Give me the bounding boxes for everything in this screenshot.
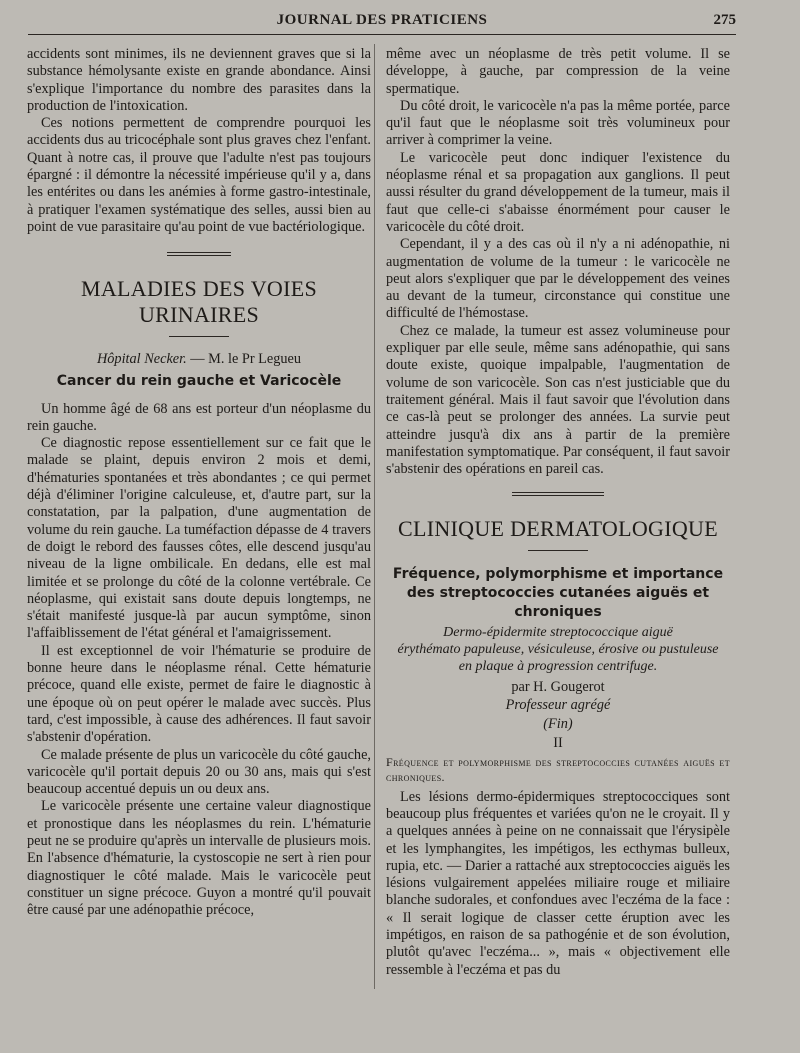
paragraph: Ces notions permettent de comprendre pourquoi les accidents dus au tricocéphale sont plus graves chez l'enfant. Quant à notre cas, il prouve que l'adulte n'est pas toujours épargné : il démontre la nécessité impérieuse qu'il y a, dans les entérites ou dans les anémies à forme gastro-intestinale, à pratiquer l'examen systématique des selles, aussi bien au point de vue parasitaire qu'au point de vue bactériologique. <box>27 115 371 235</box>
author-title: Professeur agrégé <box>505 696 611 713</box>
section-title-dermatologique: CLINIQUE DERMATOLOGIQUE <box>398 516 718 542</box>
journal-title: JOURNAL DES PRATICIENS <box>276 12 488 28</box>
subtitle-line-3: en plaque à progression centrifuge. <box>458 659 658 675</box>
paragraph: Cependant, il y a des cas où il n'y a ni adénopathie, ni augmentation de volume de la tumeur : le varicocèle ne peut alors s'expliquer que par le développement des veines au devant de la tumeur, circonstance qui constitue une difficulté de l'hémostase. <box>386 236 730 322</box>
paragraph: Les lésions dermo-épidermiques streptococciques sont beaucoup plus fréquentes et variées qu'on ne le croyait. Il y a quelques années à peine on ne connaissait que l'érysipèle et les lymphangites, les impétigos, les ecthymas bulleux, rupia, etc. — Darier a rattaché aux streptococcies aiguës les lésions vulgairement appelées miliaire rouge et miliaire blanche sudorales, et confondues avec l'eczéma de la face : « Il serait logique de classer cette éruption avec les impétigos, en raison de sa pathogénie et de son évolution, plutôt qu'avec l'eczéma... », mais « objectivement elle ressemble à l'eczéma et pas du <box>386 788 730 978</box>
paragraph: Chez ce malade, la tumeur est assez volumineuse pour expliquer par elle seule, même sans adénopathie, qui sans doute existe, quoique impalpable, l'augmentation de volume de son varicocèle. Son cas n'est justiciable que du traitement général. Mais il faut savoir que l'évolution dans ce cas-là peut se prolonger des années. La survie peut atteindre jusqu'à dix ans à partir de la première manifestation symptomatique. Par conséquent, il faut savoir s'abstenir des opérations en pareil cas. <box>386 322 730 478</box>
subsection-heading: Fréquence et polymorphisme des streptococcies cutanées aiguës et chroniques. <box>386 754 730 784</box>
continuation-paragraph: accidents sont minimes, ils ne deviennent graves que si la substance hémolysante existe en grande abondance. Ainsi s'explique l'importance du nombre des parasites dans la production de l'intoxication. <box>27 46 371 114</box>
paragraph: Il est exceptionnel de voir l'hématurie se produire de bonne heure dans le néoplasme rénal. Cette hématurie précoce, quand elle existe, permet de faire le diagnostic à une époque où on peut opérer le malade avec succès. Plus tard, c'est impossible, à cause des adhérences. Il faut savoir s'abstenir d'opération. <box>27 642 371 746</box>
byline: par H. Gougerot <box>511 679 605 696</box>
article-title-cancer-rein: Cancer du rein gauche et Varicocèle <box>56 372 342 389</box>
column-divider <box>374 44 375 989</box>
paragraph: Un homme âgé de 68 ans est porteur d'un néoplasme du rein gauche. <box>27 400 371 434</box>
title-rule <box>169 336 229 337</box>
hospital-author: — M. le Pr Legueu <box>190 351 302 368</box>
part-number: II <box>553 735 563 752</box>
paragraph: Du côté droit, le varicocèle n'a pas la même portée, parce qu'il faut que le néoplasme soit très volumineux pour arriver à comprimer la veine. <box>386 97 730 149</box>
running-head <box>28 10 736 35</box>
continuation-paragraph: même avec un néoplasme de très petit volume. Il se développe, à gauche, par compression de la veine spermatique. <box>386 46 730 97</box>
subtitle-line-2: érythémato papuleuse, vésiculeuse, érosive ou pustuleuse <box>397 642 719 658</box>
left-column <box>27 46 371 919</box>
paragraph: Le varicocèle présente une certaine valeur diagnostique et pronostique dans les néoplasmes du rein. L'hématurie peut ne se produire qu'après un intervalle de plusieurs mois. En l'absence d'hématurie, la cystoscopie ne sert à rien pour diagnostiquer le côté malade. Mais le varicocèle peut constituer un signe précoce. Guyon a montré qu'il pouvait être causé par une adénopathie précoce, <box>27 798 371 919</box>
title-rule <box>528 550 588 551</box>
section-title-urinaires: MALADIES DES VOIES URINAIRES <box>80 276 317 328</box>
end-marker: (Fin) <box>543 716 573 733</box>
page-number: 275 <box>713 12 736 28</box>
hospital-name: Hôpital Necker. <box>96 351 187 368</box>
hospital-line <box>27 351 371 368</box>
paragraph: Ce malade présente de plus un varicocèle du côté gauche, varicocèle qu'il portait depuis 20 ou 30 ans, mais qui s'est beaucoup accentué depuis un ou deux ans. <box>27 746 371 798</box>
article-title-streptococcies <box>386 565 730 622</box>
article-title-line-1: Fréquence, polymorphisme et importance <box>392 566 724 583</box>
paragraph: Le varicocèle peut donc indiquer l'existence du néoplasme rénal et sa propagation aux ganglions. Il peut aussi résulter du grand développement de la tumeur, mais il faut que celle-ci s'abaisse énormément pour causer le varicocèle du côté droit. <box>386 149 730 235</box>
section-separator <box>512 492 604 496</box>
paragraph: Ce diagnostic repose essentiellement sur ce fait que le malade se plaint, depuis environ 2 mois et demi, d'hématuries spontanées et très abondantes ; ce qui permet déjà d'éliminer l'origine calculeuse, et, d'autre part, sur la constatation, par la palpation, d'une augmentation de volume du rein gauche. La tuméfaction dépasse de 4 travers de doigt le rebord des fausses côtes, elle descend jusqu'au niveau de la ligne ombilicale. En dedans, elle est mal limitée et se prolonge du côté de la colonne vertébrale. Ce néoplasme, qui existait sans doute depuis longtemps, ne s'était manifesté jusque-là par aucun symptôme, sinon l'affaiblissement de l'état général et l'amaigrissement. <box>27 435 371 642</box>
section-separator <box>167 252 231 256</box>
article-subtitle <box>386 624 730 675</box>
subtitle-line-1: Dermo-épidermite streptococcique aiguë <box>443 625 673 641</box>
right-column <box>386 46 730 979</box>
article-title-line-2: des streptococcies cutanées aiguës et chroniques <box>406 585 710 621</box>
